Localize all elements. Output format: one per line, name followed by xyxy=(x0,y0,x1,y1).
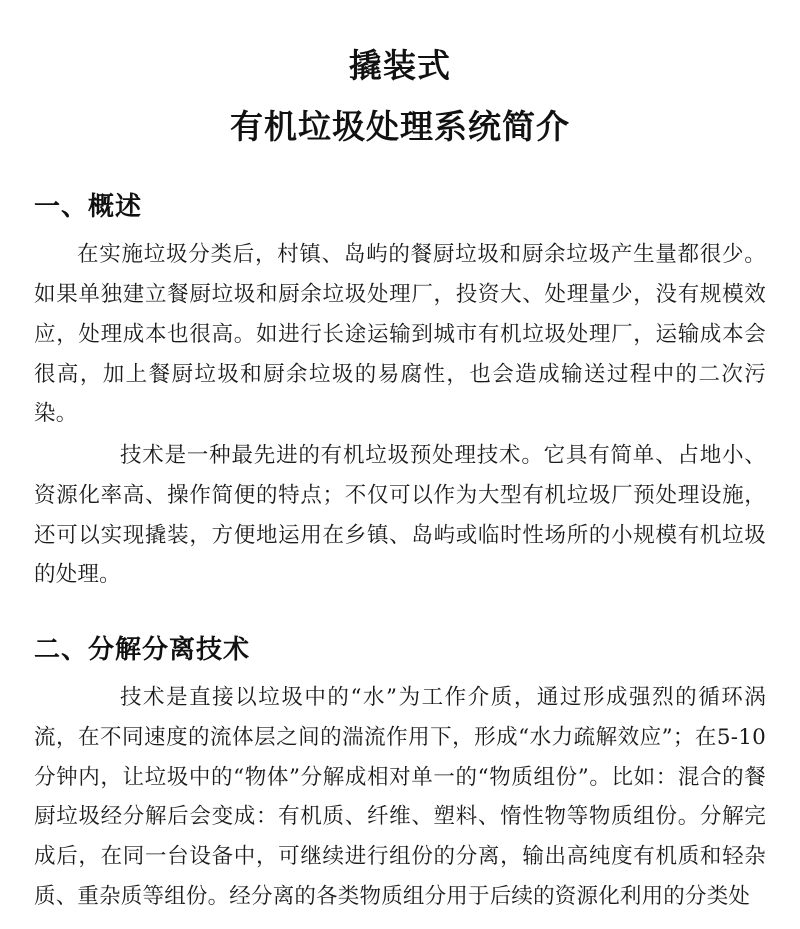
paragraph-overview-2: 技术是一种最先进的有机垃圾预处理技术。它具有简单、占地小、资源化率高、操作简便的特点；不仅可以作为大型有机垃圾厂预处理设施，还可以实现撬装，方便地运用在乡镇、岛屿或临时性场所的小规模有机垃圾的处理。 xyxy=(34,443,766,588)
section-heading-overview: 一、概述 xyxy=(34,192,143,223)
paragraph-separation-1: 技术是直接以垃圾中的“水”为工作介质，通过形成强烈的循环涡流，在不同速度的流体层之间的湍流作用下，形成“水力疏解效应”；在5-10 分钟内，让垃圾中的“物体”分解成相对单一的“物质组份”。比如：混合的餐厨垃圾经分解后会变成：有机质、纤维、塑料、惰性物等物质组份。分解完成后，在同一台设备中，可继续进行组份的分离，输出高纯度有机质和轻杂质、重杂质等组份。经分离的各类物质组分用于后续的资源化利用的分类处 xyxy=(34,685,766,909)
page-title-line-2: 有机垃圾处理系统简介 xyxy=(230,107,570,147)
page-title-line-1: 撬装式 xyxy=(349,46,451,85)
paragraph-overview-1: 在实施垃圾分类后，村镇、岛屿的餐厨垃圾和厨余垃圾产生量都很少。如果单独建立餐厨垃圾和厨余垃圾处理厂，投资大、处理量少，没有规模效应，处理成本也很高。如进行长途运输到城市有机垃圾处理厂，运输成本会很高，加上餐厨垃圾和厨余垃圾的易腐性，也会造成输送过程中的二次污染。 xyxy=(34,242,766,427)
page-title xyxy=(34,40,766,152)
section-heading-separation-technology: 二、分解分离技术 xyxy=(34,635,251,666)
